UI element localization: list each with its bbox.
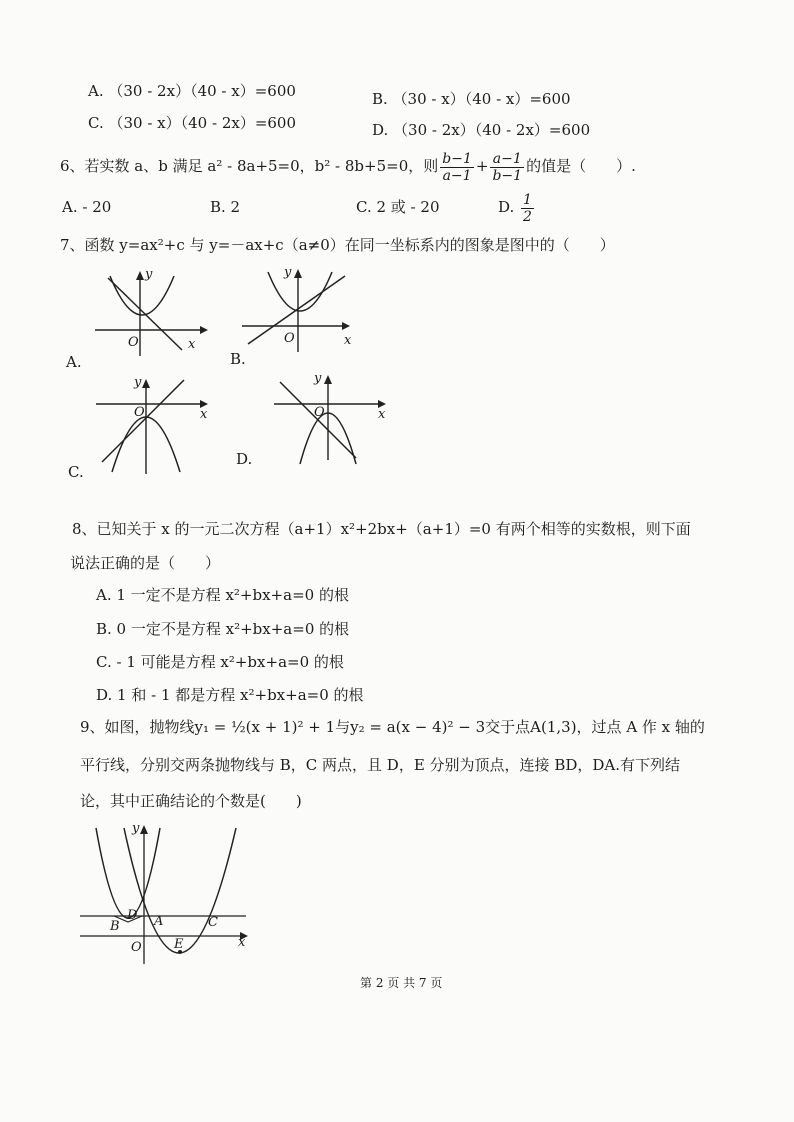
point-b-label: B [110,919,120,934]
q8-option-c: C. - 1 可能是方程 x²+bx+a=0 的根 [96,653,344,671]
parabola-y2 [124,828,236,953]
q7-graph-a [90,268,215,358]
origin-label: O [284,331,295,346]
origin-label: O [128,335,139,350]
q6-option-d-label: D. [498,198,515,216]
q7-graph-d [272,368,397,468]
point-a-label: A [154,914,164,929]
q6-plus: + [475,157,489,175]
q8-option-d: D. 1 和 - 1 都是方程 x²+bx+a=0 的根 [96,686,364,704]
q5-option-a: A. （30 - 2x）（40 - x）=600 [88,82,296,100]
parabola-y1 [96,828,160,918]
y-axis-arrow-icon [294,269,302,278]
point-o-label: O [131,940,142,955]
q6-fraction-1 [440,151,474,184]
q9-stem-line3: 论，其中正确结论的个数是( ) [80,792,302,810]
q7-label-b: B. [230,350,246,368]
q7-label-c: C. [68,463,84,481]
page-number-footer: 第 2 页 共 7 页 [360,976,443,990]
y-axis-arrow-icon [142,379,150,388]
q9-figure [78,818,253,968]
point-c-label: C [208,915,218,930]
q6-option-b: B. 2 [210,198,241,216]
x-axis-label: x [200,407,208,422]
x-axis-label: x [378,407,386,422]
q6-frac2-numerator: a−1 [490,151,524,168]
q6-option-a: A. - 20 [62,198,112,216]
q7-stem: 7、函数 y=ax²+c 与 y=－ax+c（a≠0）在同一坐标系内的图象是图中的（ ） [60,236,615,254]
y-axis-arrow-icon [324,375,332,384]
q6-option-d [498,190,536,225]
q7-label-d: D. [236,450,253,468]
parabola-curve [110,276,174,315]
q6-frac2-denominator: b−1 [492,167,523,184]
point-d-label: D [127,908,138,923]
q6-frac1-denominator: a−1 [442,167,472,184]
q6-option-c: C. 2 或 - 20 [356,198,440,216]
origin-label: O [314,405,325,420]
q8-option-a: A. 1 一定不是方程 x²+bx+a=0 的根 [96,586,349,604]
y-axis-label: y [314,371,322,386]
q8-stem-line2: 说法正确的是（ ） [70,554,221,572]
y-axis-label: y [284,265,292,280]
fig-x-label: x [238,935,246,950]
x-axis-arrow-icon [200,326,208,334]
y-axis-arrow-icon [136,271,144,280]
q8-stem-line1: 8、已知关于 x 的一元二次方程（a+1）x²+2bx+（a+1）=0 有两个相等的实数根，则下面 [72,520,691,538]
q6-option-d-fraction [521,192,534,225]
q6-fraction-2 [490,151,524,184]
q8-option-b: B. 0 一定不是方程 x²+bx+a=0 的根 [96,620,350,638]
q5-option-d: D. （30 - 2x）（40 - 2x）=600 [372,121,591,139]
q6-frac1-numerator: b−1 [442,150,472,167]
fig-y-label: y [132,821,140,836]
point-e-label: E [174,937,184,952]
q6-stem-pre: 6、若实数 a、b 满足 a² - 8a+5=0，b² - 8b+5=0，则 [60,157,439,175]
straight-line [108,278,182,350]
x-axis-arrow-icon [342,322,350,330]
x-axis-label: x [344,333,352,348]
origin-label: O [134,405,145,420]
q6-stem [60,148,636,184]
q9-stem-line2: 平行线，分别交两条抛物线与 B，C 两点，且 D，E 分别为顶点，连接 BD，DA.有下列结 [80,756,680,774]
straight-line [280,382,356,458]
y-axis-label: y [145,267,153,282]
q6-d-denominator: 2 [523,208,532,225]
q7-graph-b [240,264,365,354]
q7-graph-c [92,372,217,477]
y-axis-label: y [134,375,142,390]
q6-d-numerator: 1 [523,191,532,208]
q6-stem-post: 的值是（ ）. [526,157,636,175]
q5-option-c: C. （30 - x）（40 - 2x）=600 [88,114,297,132]
q9-stem-line1: 9、如图，抛物线y₁ = ½(x + 1)² + 1与y₂ = a(x − 4)² − 3交于点A(1,3)，过点 A 作 x 轴的 [80,718,705,736]
straight-line [248,276,345,344]
q5-option-b: B. （30 - x）（40 - x）=600 [372,90,571,108]
x-axis-label: x [188,337,196,352]
q7-label-a: A. [66,353,82,371]
y-axis-arrow-icon [140,825,148,834]
